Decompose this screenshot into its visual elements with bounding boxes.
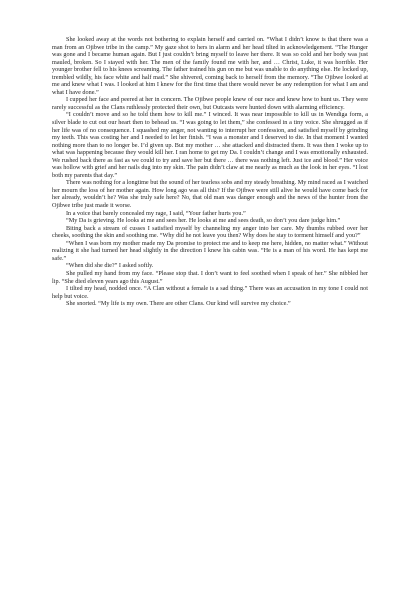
paragraph: She pulled my hand from my face. “Please stop that. I don’t want to feel soothed when I speak of her.” She nibbled her lip. “She died eleven years ago this August.” [52, 269, 368, 285]
paragraph: In a voice that barely concealed my rage, I said, “Your father hurts you.” [66, 209, 246, 217]
paragraph: She looked away at the words not bothering to explain herself and carried on. “What I didn’t know is that there was a man from an Ojibwe tribe in the camp.” My gaze shot to hers in alarm and her head tilted in acknowledgement. “The Hunger was gone and I became human again. But I just couldn’t bring myself to leave her there. It was so cold and her body was just mauled, broken. So I stayed with her. The men of the family found me with her, and … Christ, Luke, it was horrible. Her younger brother fell to his knees screaming. The father trained his gun on me but was unable to do anything else. He locked up, trembled wildly, his face white and half mad.” She shivered, coming back to herself from the memory. “The Ojibwe looked at me and knew what I was. I looked at him I knew for the first time that there would never be any redemption for what I am and what I have done.” [52, 36, 368, 96]
paragraph: There was nothing for a longtime but the sound of her tearless sobs and my steady breathing. My mind raced as I watched her mourn the loss of her mother again. How long ago was all this? If the Ojibwe were still alive he would have come back for her already, wouldn’t he? Was she truly safe here? No, that old man was danger enough and the news of the hunter from the Ojibwe tribe just made it worse. [52, 179, 368, 210]
paragraph: “My Da is grieving. He looks at me and sees her. He looks at me and sees death, so don’t you dare judge him.” [66, 217, 341, 225]
paragraph: I tilted my head, nodded once. “A Clan without a female is a sad thing.” There was an accusation in my tone I could not help but voice. [52, 285, 368, 300]
paragraph: “When I was born my mother made my Da promise to protect me and to keep me here, hidden, no matter what.” Without realizing it she had turned her head slightly in the direction I knew his cabin was. “He is a man of his word. He has kept me safe.” [52, 239, 368, 262]
paragraph: She snorted. “My life is my own. There are other Clans. Our kind will survive my choice.” [66, 300, 291, 308]
paragraph: “When did she die?” I asked softly. [66, 262, 154, 270]
paragraph: I cupped her face and peered at her in concern. The Ojibwe people knew of our race and knew how to hunt us. They were rarely successful as the Clans ruthlessly protected their own, but Outcasts were hunted down with alarming efficiency. [52, 96, 368, 111]
paragraph: Biting back a stream of cusses I satisfied myself by channeling my anger into her care. My thumbs rubbed over her cheeks, soothing the skin and soothing me. “Why did he not leave you then? Why does he stay to torment himself and you?” [52, 224, 368, 240]
paragraph: “I couldn’t move and so he told them how to kill me.” I winced. It was near impossible to kill us in Wendiga form, a silver blade to cut out our heart then to behead us. “I was going to let them,” she confessed in a tiny voice. She shrugged as if her life was of no consequence. I squashed my anger, not wanting to interrupt her confession, and satisfied myself by grinding my teeth. This was costing her and I needed to let her finish. “I was a monster and I deserved to die. In that moment I wanted nothing more than to no longer be. I’d given up. But my mother … she attacked and distracted them. It was then I woke up to what was happening because they would kill her. I ran home to get my Da. I couldn’t change and I was emotionally exhausted. We rushed back there as fast as we could to try and save her but there … there was nothing left. Just ice and blood.” Her voice was hollow with grief and her nails dug into my skin. The pain didn’t claw at me nearly as much as the look in her eyes. “I lost both my parents that day.” [52, 111, 368, 179]
